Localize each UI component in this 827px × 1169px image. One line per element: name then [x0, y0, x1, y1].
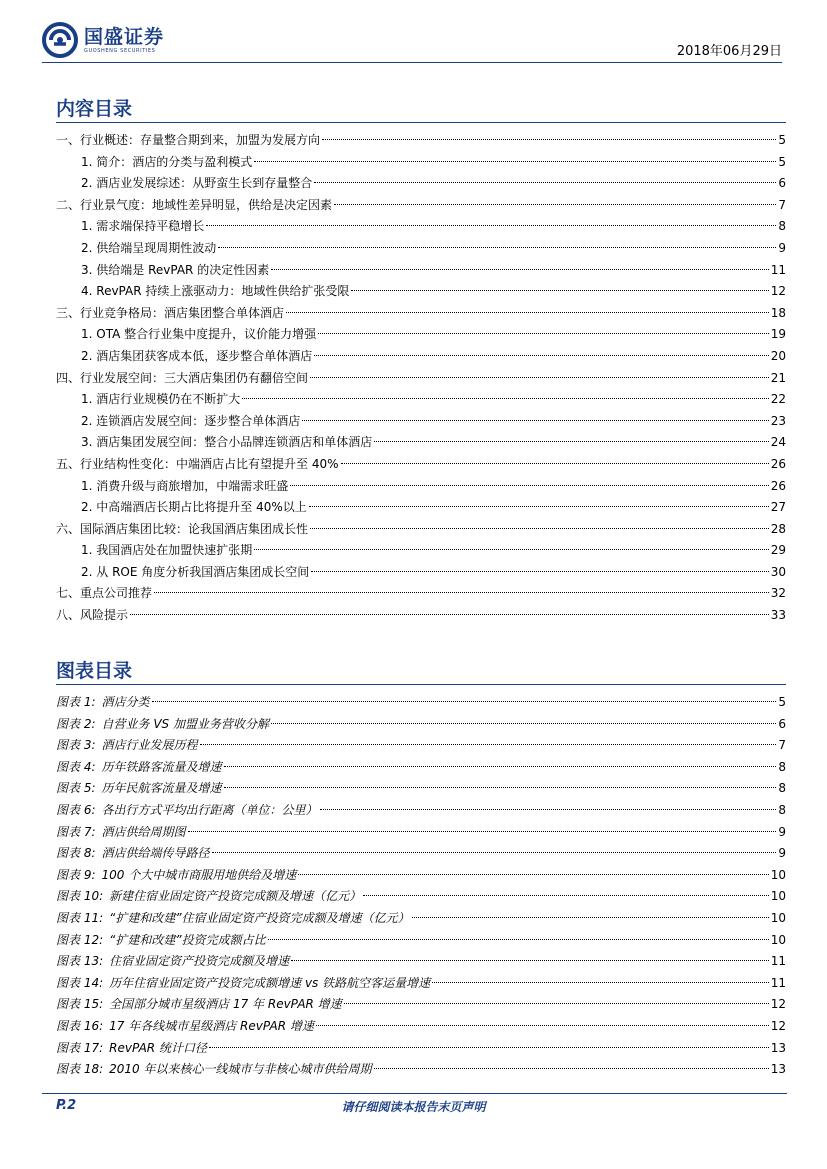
- figure-entry[interactable]: [56, 994, 786, 1016]
- toc-entry-page: 6: [778, 176, 786, 191]
- toc-entry-label: 1. 酒店行业规模仍在不断扩大: [81, 392, 241, 407]
- dot-leader: [286, 312, 769, 313]
- figure-page: 9: [778, 824, 786, 839]
- toc-chapter-entry[interactable]: [56, 454, 786, 476]
- dot-leader: [298, 874, 768, 875]
- dot-leader: [291, 960, 769, 961]
- figure-page: 8: [778, 759, 786, 774]
- figure-number: 图表 15:: [56, 997, 104, 1012]
- toc-entry-page: 18: [770, 305, 786, 320]
- figure-page: 13: [770, 1062, 786, 1077]
- dot-leader: [209, 1047, 769, 1048]
- figure-number: 图表 11:: [56, 910, 104, 925]
- toc-section-entry[interactable]: [56, 281, 786, 303]
- figure-entry[interactable]: [56, 951, 786, 973]
- dot-leader: [224, 787, 777, 788]
- figure-label: 历年民航客流量及增速: [101, 781, 222, 796]
- toc-entry-page: 32: [770, 586, 786, 601]
- brand-name-en: GUOSHENG SECURITIES: [84, 47, 156, 54]
- dot-leader: [351, 290, 768, 291]
- figure-entry[interactable]: [56, 843, 786, 865]
- dot-leader: [212, 852, 777, 853]
- toc-section-entry[interactable]: [56, 152, 786, 174]
- toc-title-divider: [56, 122, 786, 123]
- figure-page: 10: [770, 910, 786, 925]
- toc-entry-page: 26: [770, 478, 786, 493]
- figure-entry[interactable]: [56, 1038, 786, 1060]
- dot-leader: [341, 463, 769, 464]
- toc-entry-page: 28: [770, 521, 786, 536]
- dot-leader: [206, 225, 776, 226]
- dot-leader: [302, 420, 768, 421]
- toc-entry-label: 八、风险提示: [56, 608, 129, 623]
- dot-leader: [130, 614, 769, 615]
- figure-label: 历年住宿业固定资产投资完成额增速 vs 铁路航空客运量增速: [109, 975, 431, 990]
- toc-chapter-entry[interactable]: [56, 130, 786, 152]
- toc-entry-page: 20: [770, 348, 786, 363]
- footer-disclaimer: 请仔细阅读本报告末页声明: [341, 1100, 486, 1114]
- dot-leader: [310, 528, 769, 529]
- toc-chapter-entry[interactable]: [56, 583, 786, 605]
- figure-entry[interactable]: [56, 714, 786, 736]
- toc-entry-label: 3. 供给端是 RevPAR 的决定性因素: [81, 262, 270, 277]
- figure-entry[interactable]: [56, 735, 786, 757]
- figure-number: 图表 2:: [56, 716, 96, 731]
- dot-leader: [290, 485, 768, 486]
- toc-entry-label: 七、重点公司推荐: [56, 586, 153, 601]
- figure-page: 10: [770, 932, 786, 947]
- page-number: P.2: [56, 1098, 77, 1113]
- dot-leader: [374, 1068, 769, 1069]
- figure-page: 12: [770, 1018, 786, 1033]
- figure-number: 图表 3:: [56, 738, 96, 753]
- figure-page: 10: [770, 867, 786, 882]
- figure-entry[interactable]: [56, 886, 786, 908]
- dot-leader: [188, 831, 777, 832]
- table-of-contents: [56, 130, 786, 627]
- toc-entry-label: 2. 供给端呈现周期性波动: [81, 240, 217, 255]
- report-date: 2018年06月29日: [676, 44, 782, 59]
- figure-label: 酒店分类: [101, 695, 150, 709]
- toc-section-entry[interactable]: [56, 346, 786, 368]
- figure-label: 新建住宿业固定资产投资完成额及增速（亿元）: [109, 889, 362, 904]
- toc-entry-label: 六、国际酒店集团比较：论我国酒店集团成长性: [56, 521, 309, 536]
- figure-page: 9: [778, 846, 786, 861]
- toc-entry-label: 2. 酒店业发展综述：从野蛮生长到存量整合: [81, 176, 313, 191]
- toc-entry-label: 2. 中高端酒店长期占比将提升至 40%以上: [81, 500, 307, 515]
- toc-entry-page: 8: [778, 219, 786, 234]
- dot-leader: [318, 333, 769, 334]
- toc-section-entry[interactable]: [56, 389, 786, 411]
- brand-name-cn: 国盛证券: [84, 25, 165, 48]
- figure-page: 7: [778, 738, 786, 753]
- dot-leader: [271, 723, 776, 724]
- toc-entry-label: 1. 我国酒店处在加盟快速扩张期: [81, 543, 253, 558]
- header-divider: [42, 62, 782, 63]
- dot-leader: [320, 809, 777, 810]
- figure-number: 图表 17:: [56, 1040, 104, 1055]
- toc-entry-page: 24: [770, 435, 786, 450]
- figure-entry[interactable]: [56, 973, 786, 995]
- figure-number: 图表 9:: [56, 867, 96, 882]
- toc-title: 内容目录: [56, 98, 133, 120]
- figure-entry[interactable]: [56, 778, 786, 800]
- dot-leader: [344, 1003, 769, 1004]
- figure-number: 图表 10:: [56, 889, 104, 904]
- dot-leader: [254, 161, 776, 162]
- dot-leader: [254, 549, 768, 550]
- figure-number: 图表 14:: [56, 975, 104, 990]
- footer-divider: [42, 1093, 787, 1094]
- toc-entry-label: 1. 消费升级与商旅增加，中端需求旺盛: [81, 478, 289, 493]
- guosheng-logo-icon: [42, 22, 78, 58]
- toc-entry-label: 1. OTA 整合行业集中度提升，议价能力增强: [81, 327, 317, 342]
- toc-section-entry[interactable]: [56, 562, 786, 584]
- figure-page: 11: [770, 975, 786, 990]
- dot-leader: [271, 269, 769, 270]
- dot-leader: [374, 441, 768, 442]
- toc-entry-label: 2. 从 ROE 角度分析我国酒店集团成长空间: [81, 564, 310, 579]
- toc-chapter-entry[interactable]: [56, 368, 786, 390]
- figure-page: 5: [778, 695, 786, 709]
- toc-chapter-entry[interactable]: [56, 519, 786, 541]
- toc-entry-label: 一、行业概述：存量整合期到来，加盟为发展方向: [56, 133, 321, 147]
- figure-number: 图表 18:: [56, 1062, 104, 1077]
- figure-number: 图表 4:: [56, 759, 96, 774]
- toc-entry-page: 23: [770, 413, 786, 428]
- dot-leader: [412, 917, 769, 918]
- toc-entry-page: 9: [778, 240, 786, 255]
- toc-entry-label: 1. 简介：酒店的分类与盈利模式: [81, 154, 253, 169]
- toc-entry-label: 1. 需求端保持平稳增长: [81, 219, 205, 234]
- dot-leader: [200, 744, 777, 745]
- toc-section-entry[interactable]: [56, 260, 786, 282]
- figure-entry[interactable]: [56, 757, 786, 779]
- toc-entry-label: 2. 连锁酒店发展空间：逐步整合单体酒店: [81, 413, 301, 428]
- dot-leader: [316, 1025, 769, 1026]
- figure-entry[interactable]: [56, 1059, 786, 1081]
- toc-entry-label: 4. RevPAR 持续上涨驱动力：地域性供给扩张受限: [81, 284, 350, 299]
- dot-leader: [314, 182, 776, 183]
- toc-entry-label: 五、行业结构性变化：中端酒店占比有望提升至 40%: [56, 456, 339, 471]
- figure-page: 6: [778, 716, 786, 731]
- page-header: [42, 22, 782, 62]
- toc-entry-page: 21: [770, 370, 786, 385]
- figure-page: 12: [770, 997, 786, 1012]
- dot-leader: [309, 506, 769, 507]
- figure-label: 历年铁路客流量及增速: [101, 759, 222, 774]
- toc-entry-page: 5: [778, 154, 786, 169]
- figure-label: 全国部分城市星级酒店 17 年 RevPAR 增速: [109, 997, 342, 1012]
- figure-label: 酒店供给周期图: [101, 824, 186, 839]
- toc-entry-label: 三、行业竞争格局：酒店集团整合单体酒店: [56, 305, 285, 320]
- brand-logo: [42, 22, 164, 58]
- dot-leader: [334, 204, 776, 205]
- toc-entry-page: 5: [778, 133, 786, 147]
- figure-entry[interactable]: [56, 692, 786, 714]
- figure-entry[interactable]: [56, 865, 786, 887]
- toc-chapter-entry[interactable]: [56, 303, 786, 325]
- toc-section-entry[interactable]: [56, 497, 786, 519]
- toc-entry-page: 26: [770, 456, 786, 471]
- figure-number: 图表 7:: [56, 824, 96, 839]
- figure-list: [56, 692, 786, 1081]
- figure-number: 图表 13:: [56, 954, 104, 969]
- figure-entry[interactable]: [56, 822, 786, 844]
- toc-entry-label: 3. 酒店集团发展空间：整合小品牌连锁酒店和单体酒店: [81, 435, 373, 450]
- toc-entry-label: 二、行业景气度：地域性差异明显，供给是决定因素: [56, 197, 333, 212]
- figure-label: 酒店供给端传导路径: [101, 846, 210, 861]
- toc-chapter-entry[interactable]: [56, 605, 786, 627]
- toc-entry-page: 33: [770, 608, 786, 623]
- figure-label: RevPAR 统计口径: [109, 1040, 207, 1055]
- dot-leader: [242, 398, 768, 399]
- dot-leader: [311, 571, 768, 572]
- figure-page: 8: [778, 781, 786, 796]
- toc-entry-page: 7: [778, 197, 786, 212]
- toc-entry-page: 30: [770, 564, 786, 579]
- toc-entry-page: 22: [770, 392, 786, 407]
- dot-leader: [224, 766, 777, 767]
- figure-page: 11: [770, 954, 786, 969]
- toc-section-entry[interactable]: [56, 173, 786, 195]
- figures-title: 图表目录: [56, 660, 133, 682]
- toc-section-entry[interactable]: [56, 238, 786, 260]
- toc-entry-page: 12: [770, 284, 786, 299]
- figure-label: 17 年各线城市星级酒店 RevPAR 增速: [109, 1018, 314, 1033]
- figures-title-divider: [56, 684, 786, 685]
- toc-entry-label: 2. 酒店集团获客成本低，逐步整合单体酒店: [81, 348, 313, 363]
- dot-leader: [310, 377, 769, 378]
- figure-entry[interactable]: [56, 800, 786, 822]
- toc-section-entry[interactable]: [56, 476, 786, 498]
- figure-page: 10: [770, 889, 786, 904]
- toc-entry-page: 27: [770, 500, 786, 515]
- figure-label: 住宿业固定资产投资完成额及增速: [109, 954, 290, 969]
- figure-entry[interactable]: [56, 908, 786, 930]
- figure-number: 图表 16:: [56, 1018, 104, 1033]
- dot-leader: [432, 982, 769, 983]
- figure-page: 8: [778, 802, 786, 817]
- toc-section-entry[interactable]: [56, 324, 786, 346]
- toc-section-entry[interactable]: [56, 540, 786, 562]
- dot-leader: [268, 939, 769, 940]
- toc-entry-page: 11: [770, 262, 786, 277]
- figure-label: 100 个大中城市商服用地供给及增速: [101, 867, 297, 882]
- dot-leader: [322, 139, 776, 140]
- toc-section-entry[interactable]: [56, 411, 786, 433]
- figure-number: 图表 8:: [56, 846, 96, 861]
- dot-leader: [314, 355, 768, 356]
- toc-section-entry[interactable]: [56, 432, 786, 454]
- figure-label: “扩建和改建”投资完成额占比: [109, 932, 266, 947]
- dot-leader: [218, 247, 776, 248]
- toc-chapter-entry[interactable]: [56, 195, 786, 217]
- figure-entry[interactable]: [56, 1016, 786, 1038]
- toc-entry-page: 29: [770, 543, 786, 558]
- dot-leader: [154, 592, 769, 593]
- figure-number: 图表 1:: [56, 695, 96, 709]
- toc-entry-page: 19: [770, 327, 786, 342]
- figure-page: 13: [770, 1040, 786, 1055]
- dot-leader: [363, 895, 769, 896]
- toc-entry-label: 四、行业发展空间：三大酒店集团仍有翻倍空间: [56, 370, 309, 385]
- figure-entry[interactable]: [56, 930, 786, 952]
- figure-label: 自营业务 VS 加盟业务营收分解: [101, 716, 269, 731]
- figure-label: 酒店行业发展历程: [101, 738, 198, 753]
- figure-label: 各出行方式平均出行距离（单位：公里）: [101, 802, 318, 817]
- figure-number: 图表 5:: [56, 781, 96, 796]
- figure-number: 图表 6:: [56, 802, 96, 817]
- figure-label: 2010 年以来核心一线城市与非核心城市供给周期: [109, 1062, 372, 1077]
- figure-number: 图表 12:: [56, 932, 104, 947]
- figure-label: “扩建和改建”住宿业固定资产投资完成额及增速（亿元）: [109, 910, 410, 925]
- toc-section-entry[interactable]: [56, 216, 786, 238]
- dot-leader: [152, 701, 777, 702]
